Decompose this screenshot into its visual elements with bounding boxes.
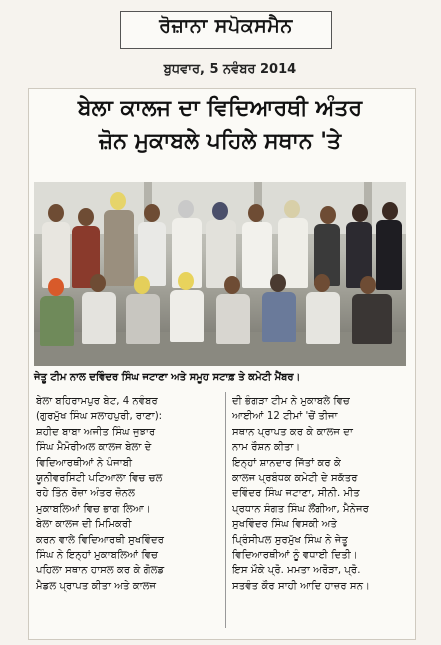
column-divider [225,392,226,628]
article-text-line: ਬੇਲਾ ਕਾਲਜ ਦੀ ਮਿਮਿਕਰੀ [36,519,132,531]
article-headline [40,92,400,158]
article-text-line: ਮੁਕਾਬਲਿਆਂ ਵਿਚ ਭਾਗ ਲਿਆ। [36,503,151,515]
article-text-line: ਇਨ੍ਹਾਂ ਸ਼ਾਨਦਾਰ ਜਿੱਤਾਂ ਕਰ ਕੇ [232,457,341,469]
article-text-line: ਆਈਆਂ 12 ਟੀਮਾਂ 'ਚੋਂ ਤੀਜਾ [232,411,338,423]
article-text-line: ਸਥਾਨ ਪ੍ਰਾਪਤ ਕਰ ਕੇ ਕਾਲਜ ਦਾ [232,426,353,438]
article-text-line: ਦੀ ਭੰਗੜਾ ਟੀਮ ਨੇ ਮੁਕਾਬਲੇ ਵਿਚ [232,396,350,407]
article-text-line: ਨਾਮ ਰੌਸ਼ਨ ਕੀਤਾ। [232,442,301,454]
headline-line-1: ਬੇਲਾ ਕਾਲਜ ਦਾ ਵਿਦਿਆਰਥੀ ਅੰਤਰ [77,96,363,121]
masthead-box [120,11,332,49]
publication-date: ਬੁਧਵਾਰ, 5 ਨਵੰਬਰ 2014 [163,62,297,77]
article-text-line: ਪ੍ਰਧਾਨ ਸੰਗਤ ਸਿੰਘ ਲੌਂਗੀਆ, ਮੈਨੇਜਰ [232,503,369,515]
photo-caption: ਜੇਤੂ ਟੀਮ ਨਾਲ ਦਵਿੰਦਰ ਸਿੰਘ ਜਟਾਣਾ ਅਤੇ ਸਮੂਹ ਸਟਾਫ਼ ਤੇ ਕਮੇਟੀ ਮੈਂਬਰ। [34,372,301,383]
article-text-line: ਪ੍ਰਿੰਸੀਪਲ ਸੁਰਮੁੱਖ ਸਿੰਘ ਨੇ ਜੇਤੂ [232,534,348,546]
article-text-line: ਇਸ ਮੌਕੇ ਪ੍ਰੋ. ਮਮਤਾ ਅਰੋੜਾ, ਪ੍ਰੋ. [232,565,361,577]
article-text-line: ਦਵਿੰਦਰ ਸਿੰਘ ਜਟਾਣਾ, ਸੀਨੀ. ਮੀਤ [232,488,360,500]
article-text-line: (ਗੁਰਮੁੱਖ ਸਿੰਘ ਸਲਾਹਪੁਰੀ, ਰਾਣਾ): [36,411,163,423]
article-text-line: ਬੇਲਾ ਬਹਿਰਾਮਪੁਰ ਬੇਟ, 4 ਨਵੰਬਰ [36,396,158,407]
article-text-line: ਪਹਿਲਾ ਸਥਾਨ ਹਾਸਲ ਕਰ ਕੇ ਗੋਲਡ [36,565,165,577]
article-text-line: ਕਾਲਜ ਪ੍ਰਬੰਧਕ ਕਮੇਟੀ ਦੇ ਸਕੱਤਰ [232,473,358,485]
headline-line-2: ਜ਼ੋਨ ਮੁਕਾਬਲੇ ਪਹਿਲੇ ਸਥਾਨ 'ਤੇ [98,129,342,154]
article-text-line: ਮੈਡਲ ਪ੍ਰਾਪਤ ਕੀਤਾ ਅਤੇ ਕਾਲਜ [36,580,157,592]
article-text-line: ਸੁਖਵਿੰਦਰ ਸਿੰਘ ਵਿਸਕੀ ਅਤੇ [232,519,338,531]
article-text-line: ਸਿੰਘ ਨੇ ਇਨ੍ਹਾਂ ਮੁਕਾਬਲਿਆਂ ਵਿਚ [36,550,159,562]
article-text-line: ਵਿਦਿਆਰਥੀਆਂ ਨੂੰ ਵਧਾਈ ਦਿਤੀ। [232,550,358,562]
article-text-line: ਸਤਵੰਤ ਕੌਰ ਸਾਹੀ ਆਦਿ ਹਾਜ਼ਰ ਸਨ। [232,580,370,592]
article-text-line: ਕਰਨ ਵਾਲੇ ਵਿਦਿਆਰਥੀ ਸੁਖਵਿੰਦਰ [36,534,165,546]
article-text-line: ਵਿਦਿਆਰਥੀਆਂ ਨੇ ਪੰਜਾਬੀ [36,457,133,469]
group-photo [34,182,406,366]
newspaper-masthead: ਰੋਜ਼ਾਨਾ ਸਪੋਕਸਮੈਨ [159,15,293,37]
article-text-line: ਰਹੇ ਤਿੰਨ ਰੋਜ਼ਾ ਅੰਤਰ ਜ਼ੋਨਲ [36,488,136,500]
article-text-line: ਸਿੰਘ ਮੈਮੋਰੀਅਲ ਕਾਲਜ ਬੇਲਾ ਦੇ [36,442,152,454]
article-column-left [36,394,222,594]
article-text-line: ਯੂਨੀਵਰਸਿਟੀ ਪਟਿਆਲਾ ਵਿਚ ਚਲ [36,473,163,485]
article-text-line: ਸ਼ਹੀਦ ਬਾਬਾ ਅਜੀਤ ਸਿੰਘ ਜੁਝਾਰ [36,426,156,438]
article-column-right [232,394,418,594]
